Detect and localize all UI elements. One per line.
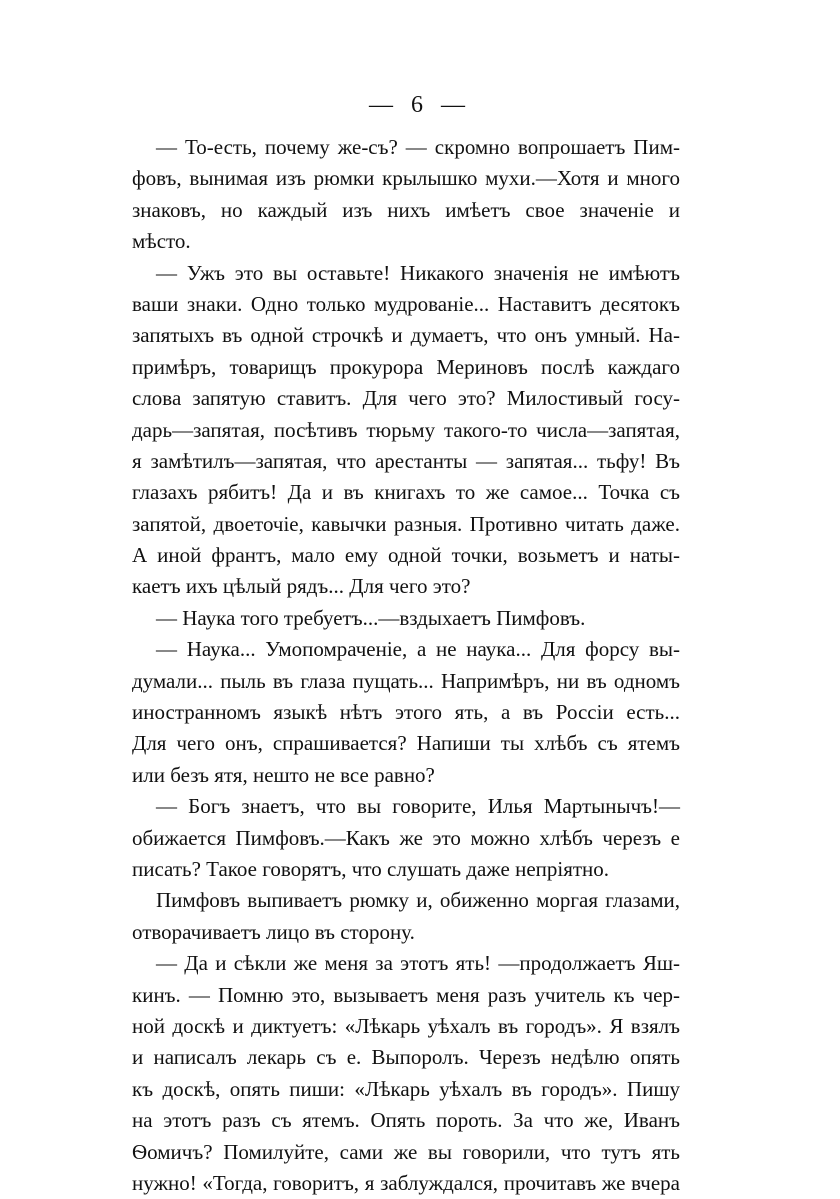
page-number: — 6 —	[369, 92, 471, 118]
text-line: — Наука... Умопомраченіе, а не наука... Для форсу вы-	[156, 637, 680, 662]
text-line: отворачиваетъ лицо въ сторону.	[132, 919, 415, 944]
text-line: или безъ ятя, нешто не все равно?	[132, 762, 435, 787]
text-line: — То-есть, почему же-съ? — скромно вопрошаетъ Пим-	[156, 135, 680, 159]
text-line: слова запятую ставитъ. Для чего это? Милостивый госу-	[132, 386, 680, 411]
page-text	[132, 132, 680, 1199]
text-line: примѣръ, товарищъ прокурора Мериновъ послѣ каждаго	[132, 354, 680, 379]
text-line: обижается Пимфовъ.—Какъ же это можно хлѣбъ черезъ е	[132, 825, 680, 850]
text-line: А иной франтъ, мало ему одной точки, возьметъ и наты-	[132, 543, 680, 568]
text-line: — Наука того требуетъ...—вздыхаетъ Пимфовъ.	[156, 605, 586, 630]
text-line: кинъ. — Помню это, вызываетъ меня разъ учитель къ чер-	[132, 982, 680, 1007]
text-line: — Ужъ это вы оставьте! Никакого значенія не имѣютъ	[156, 260, 680, 285]
text-line: мѣсто.	[132, 229, 191, 254]
text-line: на этотъ разъ съ ятемъ. Опять пороть. За что же, Иванъ	[132, 1108, 680, 1133]
text-line: думали... пыль въ глаза пущать... Напримѣръ, ни въ одномъ	[132, 668, 680, 693]
text-line: фовъ, вынимая изъ рюмки крылышко мухи.—Хотя и много	[132, 166, 680, 191]
text-line: знаковъ, но каждый изъ нихъ имѣетъ свое значеніе и	[132, 197, 680, 222]
text-line: Пимфовъ выпиваетъ рюмку и, обиженно моргая глазами,	[156, 888, 680, 913]
text-line: запятой, двоеточіе, кавычки разныя. Противно читать даже.	[132, 511, 680, 536]
text-line: Для чего онъ, спрашивается? Напиши ты хлѣбъ съ ятемъ	[132, 731, 680, 756]
text-line: иностранномъ языкѣ нѣтъ этого ять, а въ Россіи есть...	[132, 700, 680, 725]
text-line: — Богъ знаетъ, что вы говорите, Илья Мартынычъ!—	[156, 794, 680, 819]
text-line: я замѣтилъ—запятая, что арестанты — запятая... тьфу! Въ	[132, 448, 680, 473]
text-line: нужно! «Тогда, говоритъ, я заблуждался, прочитавъ же вчера	[132, 1170, 680, 1195]
text-line: запятыхъ въ одной строчкѣ и думаетъ, что онъ умный. На-	[132, 323, 680, 348]
text-line: къ доскѣ, опять пиши: «Лѣкарь уѣхалъ въ городъ». Пишу	[132, 1076, 680, 1101]
text-line: дарь—запятая, посѣтивъ тюрьму такого-то числа—запятая,	[132, 417, 680, 442]
text-line: Ѳомичъ? Помилуйте, сами же вы говорили, что тутъ ять	[132, 1139, 680, 1164]
text-line: и написалъ лекарь съ е. Выпоролъ. Черезъ недѣлю опять	[132, 1045, 680, 1070]
text-line: писать? Такое говорятъ, что слушать даже непріятно.	[132, 856, 610, 881]
text-line: — Да и сѣкли же меня за этотъ ять! —продолжаетъ Яш-	[156, 951, 680, 976]
text-line: каетъ ихъ цѣлый рядъ... Для чего это?	[132, 574, 471, 599]
text-line: ной доскѣ и диктуетъ: «Лѣкарь уѣхалъ въ городъ». Я взялъ	[132, 1013, 680, 1038]
text-line: ваши знаки. Одно только мудрованіе... Наставитъ десятокъ	[132, 291, 680, 316]
text-line: глазахъ рябитъ! Да и въ книгахъ то же самое... Точка съ	[132, 480, 680, 505]
